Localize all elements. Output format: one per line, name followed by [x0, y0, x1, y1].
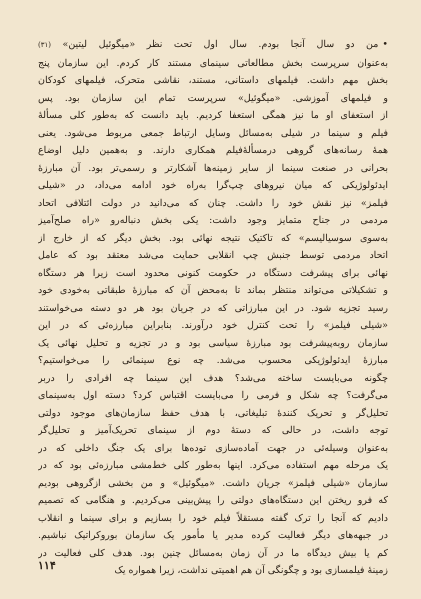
text-line: زمینهٔ فیلمسازی بود و چگونگی آن هم اهمیتی نداشت، زیرا همواره یک — [114, 565, 388, 576]
text-line: بحرانی در صنعت سینما از سایر زمینه‌ها آشکارتر و رسمی‌تر بود. آن مبارزهٔ — [38, 162, 388, 174]
text-line: بخش مهم داشت. فیلمهای داستانی، مستند، نقاشی متحرک، فیلمهای کودکان — [38, 75, 388, 86]
text-line: و تشکیلاتی می‌تواند منتظر بماند تا به‌محض آن که مبارزهٔ طبقاتی به‌خودی خود — [38, 285, 388, 296]
text-line: توجه داشت، در حالی که دستهٔ دوم از سینمای تحریک‌آمیز و تحلیل‌گر — [38, 425, 388, 436]
text-line: می‌گرفت؟ چه شکل و فرمی را می‌بایست اقتباس کرد؟ دسته اول به‌سینمای — [38, 390, 388, 401]
text-line: سازمان «شیلی فیلمز» جریان داشت. «میگوئیل» و من بخشی ازگروهی بودیم — [38, 477, 388, 489]
text-line: تحلیل‌گر و تحریک کنندهٔ تبلیغاتی، با هدف حفظ سازمان‌های موجود دولتی — [38, 407, 388, 419]
footnote-marker: (٣١) — [38, 41, 51, 49]
line-text: من دو سال آنجا بودم. سال اول تحت نظر «میگوئیل لیتین» — [62, 39, 379, 50]
text-line: یک مرحله مهم استفاده می‌کرد. اینها به‌طور کلی خط‌مشی مبارزه‌ئی بود که در — [38, 460, 388, 471]
text-line: به‌عنوان وسیله‌ئی در جهت آماده‌سازی توده‌ها برای یک جنگ داخلی که در — [38, 442, 388, 454]
text-line: کم یا بیش دیدگاه ما در آن زمان به‌مسائل چنین بود. هدف کلی فعالیت در — [38, 547, 388, 559]
text-line: دادیم که آنجا را ترک گفته مستقلاً فیلم خود را بسازیم و برای سینما و انقلاب — [38, 512, 388, 524]
text-line: ایدئولوژیکی که میان نیروهای چپ‌گرا به‌راه خود ادامه می‌داد، در «شیلی — [38, 180, 388, 191]
text-line: فیلمز» نیز نقش خود را داشت. چنان که می‌دانید در دولت ائتلافی اتحاد — [38, 197, 388, 209]
bullet-marker: • — [382, 39, 388, 50]
text-line: به‌سوی سوسیالیسم» که تاکتیک نتیجه نهائی بود. بخش دیگر که از خارج از — [38, 232, 388, 244]
text-line: به‌عنوان سرپرست بخش مطالعاتی سینمای مستند کار کردم. این سازمان پنج — [38, 57, 388, 69]
text-line: مردمی در جناح متمایز وجود داشت: یکی بخش دنباله‌رو «راه صلح‌آمیز — [38, 215, 388, 226]
text-line: نهائی برای پیشرفت دستگاه در حکومت کنونی محدود است زیرا هر دستگاه — [38, 267, 388, 279]
text-line: «شیلی فیلمز» را تحت کنترل خود درآورند. بنابراین مبارزه‌ئی که در این — [38, 320, 388, 331]
text-line: و فیلمهای آموزشی. «میگوئیل» سرپرست تمام این سازمان بود. پس — [38, 92, 388, 104]
text-line — [38, 36, 388, 55]
text-line: اتحاد مردمی توسط جنبش چپ انقلابی حمایت می‌شد معتقد بود که عامل — [38, 250, 388, 261]
text-line: رسید تجزیه شود. در این مبارزاتی که در جریان بود هر دو دسته می‌خواستند — [38, 302, 388, 314]
text-line: سازمان روبه‌پیشرفت بود مبارزهٔ سیاسی بود و در تجزیه و تحلیل نهائی یک — [38, 337, 388, 349]
text-line: همهٔ رسانه‌های گروهی درمسألهٔ‌فیلم همکاری دارند. و به‌همین دلیل اوضاع — [38, 145, 388, 156]
text-line: چگونه می‌بایست ساخته می‌شد؟ هدف این سینما چه افرادی را دربر — [38, 372, 388, 384]
text-line: که فرو ریختن این دستگاه‌های دولتی را پیش‌بینی می‌کردیم. و هنگامی که تصمیم — [38, 495, 388, 506]
text-line: در جبهه‌های دیگر فعالیت کرده مدیر یا مأمور یک سازمان بوروکراتیک نباشیم. — [38, 530, 388, 541]
page-number: ۱۱۴ — [38, 559, 56, 572]
text-line: فیلم و سینما در شیلی به‌مسائل وسایل ارتباط جمعی مربوط می‌شود. یعنی — [38, 127, 388, 139]
body-text — [38, 36, 388, 580]
text-line: از استعفای او ما نیز همگی استعفا کردیم. باید دانست که به‌طور کلی مسألهٔ — [38, 110, 388, 121]
text-line: مبارزهٔ ایدئولوژیکی محسوب می‌شد. چه نوع سینمائی را می‌خواستیم؟ — [38, 355, 388, 366]
